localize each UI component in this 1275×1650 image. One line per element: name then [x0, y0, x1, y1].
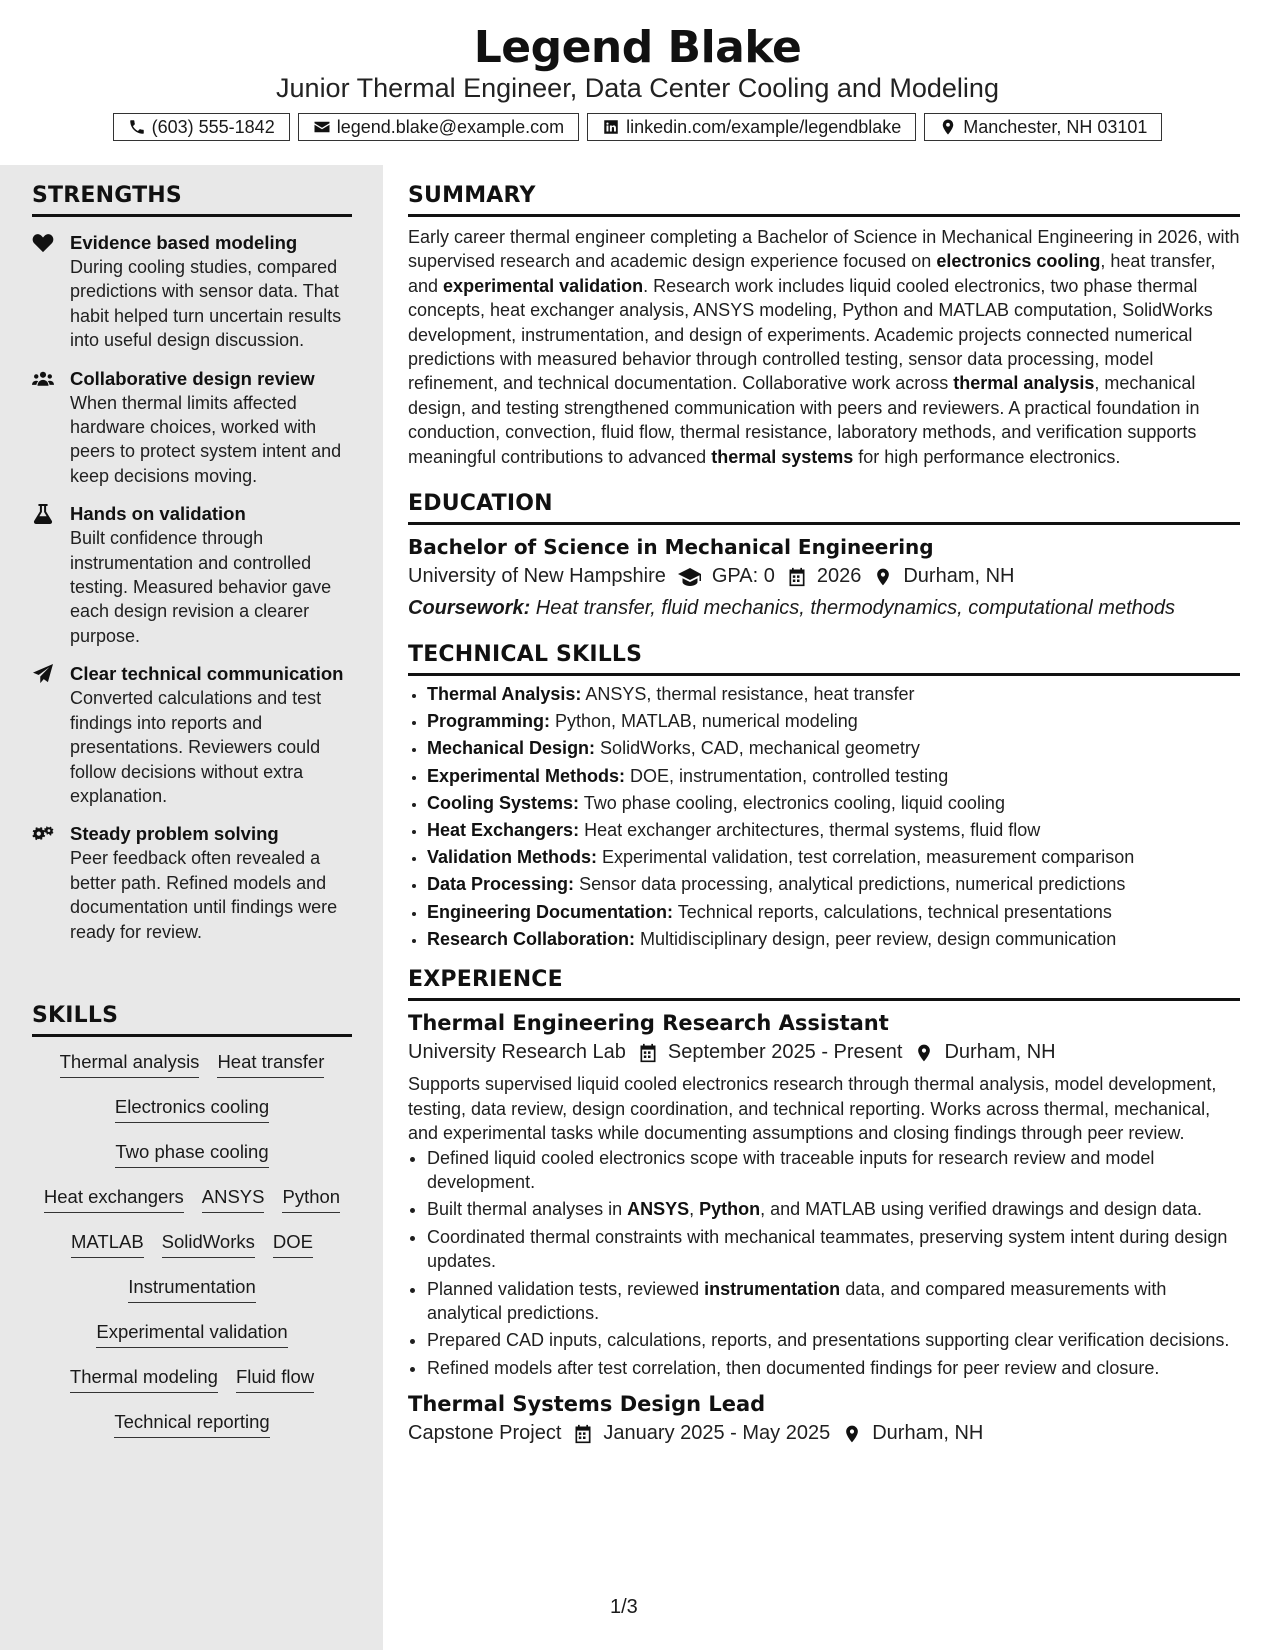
- strengths-heading: STRENGTHS: [32, 183, 352, 217]
- list-item: • Data Processing: Sensor data processing, analytical predictions, numerical predictions: [427, 872, 1240, 896]
- coursework: Coursework: Heat transfer, fluid mechanics, thermodynamics, computational methods: [408, 597, 1175, 620]
- skill-chip: Experimental validation: [96, 1321, 287, 1348]
- sidebar: [0, 165, 383, 1650]
- graduation-cap-icon: [678, 567, 702, 587]
- linkedin-text: linkedin.com/example/legendblake: [626, 116, 902, 137]
- strength-title: Hands on validation: [70, 503, 246, 525]
- skills-section: [32, 1003, 352, 1456]
- list-item: • Experimental Methods: DOE, instrumentation, controlled testing: [427, 764, 1240, 788]
- job-meta: [408, 1422, 1240, 1445]
- calendar-icon: [573, 1424, 593, 1444]
- school-name: University of New Hampshire: [408, 565, 666, 588]
- education-heading: EDUCATION: [408, 491, 1240, 525]
- candidate-title: Junior Thermal Engineer, Data Center Cooling and Modeling: [276, 73, 999, 103]
- education-meta: [408, 565, 1240, 588]
- technical-skills-list: [408, 682, 1240, 951]
- job-org: Capstone Project: [408, 1422, 562, 1445]
- list-item: • Built thermal analyses in ANSYS, Python, and MATLAB using verified drawings and design data.: [427, 1197, 1240, 1221]
- contact-linkedin[interactable]: [587, 113, 916, 141]
- list-item: • Prepared CAD inputs, calculations, reports, and presentations supporting clear verification decisions.: [427, 1328, 1240, 1352]
- job-dates: September 2025 - Present: [667, 1041, 903, 1064]
- skill-chip: Python: [282, 1186, 340, 1213]
- paper-plane-icon: [32, 664, 54, 684]
- job-description: Supports supervised liquid cooled electronics research through thermal analysis, model development, testing, data review, design coordination, and technical reporting. Works across thermal, mechanical, and experimental tasks while documenting assumptions and closing findings through peer review.: [408, 1074, 1217, 1144]
- gpa: GPA: 0: [711, 565, 775, 588]
- skill-chip: Instrumentation: [128, 1276, 256, 1303]
- job-dates: January 2025 - May 2025: [603, 1422, 831, 1445]
- gears-icon: [32, 824, 54, 844]
- map-pin-icon: [873, 567, 893, 587]
- list-item: • Engineering Documentation: Technical reports, calculations, technical presentations: [427, 900, 1240, 924]
- calendar-icon: [787, 567, 807, 587]
- strength-desc: When thermal limits affected hardware choices, worked with peers to protect system intent and keep decisions moving.: [70, 392, 342, 486]
- location-text: Manchester, NH 03101: [963, 116, 1148, 137]
- job-location: Durham, NH: [944, 1041, 1056, 1064]
- strength-desc: Built confidence through instrumentation and controlled testing. Measured behavior gave each design revision a clearer purpose.: [70, 528, 332, 646]
- degree-title: Bachelor of Science in Mechanical Engineering: [408, 535, 934, 560]
- job-title: Thermal Engineering Research Assistant: [408, 1011, 889, 1036]
- contact-email[interactable]: [298, 113, 579, 141]
- list-item: • Coordinated thermal constraints with mechanical teammates, preserving system intent during design updates.: [427, 1225, 1240, 1274]
- skill-chip: Electronics cooling: [115, 1096, 269, 1123]
- map-pin-icon: [939, 118, 957, 136]
- list-item: • Refined models after test correlation, then documented findings for peer review and closure.: [427, 1356, 1240, 1380]
- strength-item: [32, 367, 352, 489]
- strength-desc: During cooling studies, compared predictions with sensor data. That habit helped turn uncertain results into useful design discussion.: [70, 257, 342, 351]
- job-title: Thermal Systems Design Lead: [408, 1392, 766, 1417]
- strength-item: [32, 662, 352, 808]
- skill-chip: Thermal analysis: [60, 1051, 200, 1078]
- strength-title: Collaborative design review: [70, 367, 315, 389]
- job-meta: [408, 1041, 1240, 1064]
- skill-chip: MATLAB: [71, 1231, 144, 1258]
- users-icon: [32, 369, 54, 389]
- strength-item: [32, 502, 352, 648]
- list-item: • Validation Methods: Experimental validation, test correlation, measurement comparison: [427, 845, 1240, 869]
- education-location: Durham, NH: [903, 565, 1015, 588]
- skill-chip: Heat exchangers: [44, 1186, 184, 1213]
- strength-title: Evidence based modeling: [70, 232, 298, 253]
- skill-chip: DOE: [273, 1231, 313, 1258]
- contact-phone[interactable]: [113, 113, 290, 141]
- summary-section: [408, 183, 1240, 469]
- skill-chip: Thermal modeling: [70, 1366, 218, 1393]
- technical-skills-heading: TECHNICAL SKILLS: [408, 642, 1240, 676]
- list-item: • Thermal Analysis: ANSYS, thermal resistance, heat transfer: [427, 682, 1240, 706]
- map-pin-icon: [914, 1043, 934, 1063]
- summary-text: Early career thermal engineer completing a Bachelor of Science in Mechanical Engineering in 2026, with supervised research and academic design experience focused on electronics cooling, heat transfer, and experimental validation. Research work includes liquid cooled electronics, two phase thermal concepts, heat exchanger analysis, ANSYS modeling, Python and MATLAB computation, SolidWorks development, instrumentation, and design of experiments. Academic projects connected numerical predictions with measured behavior through controlled testing, sensor data processing, model refinement, and technical documentation. Collaborative work across thermal analysis, mechanical design, and testing strengthened communication with peers and reviewers. A practical foundation in conduction, convection, fluid flow, thermal resistance, laboratory methods, and verification supports meaningful contributions to advanced thermal systems for high performance electronics.: [408, 227, 1240, 467]
- heart-icon: [32, 233, 54, 253]
- job-org: University Research Lab: [408, 1041, 626, 1064]
- summary-heading: SUMMARY: [408, 183, 1240, 217]
- skills-chips: [32, 1051, 352, 1456]
- job-bullets: [408, 1146, 1240, 1381]
- strength-desc: Converted calculations and test findings into reports and presentations. Reviewers could follow decisions without extra explanation.: [70, 688, 322, 806]
- list-item: • Defined liquid cooled electronics scope with traceable inputs for research review and model development.: [427, 1146, 1240, 1195]
- envelope-icon: [313, 118, 331, 136]
- candidate-name: Legend Blake: [473, 22, 802, 73]
- main-column: [408, 165, 1240, 1445]
- list-item: • Planned validation tests, reviewed instrumentation data, and compared measurements with analytical predictions.: [427, 1277, 1240, 1326]
- contact-bar: [0, 113, 1275, 141]
- list-item: • Mechanical Design: SolidWorks, CAD, mechanical geometry: [427, 736, 1240, 760]
- strength-title: Steady problem solving: [70, 823, 279, 845]
- page-number: 1/3: [610, 1596, 638, 1618]
- list-item: • Research Collaboration: Multidisciplinary design, peer review, design communication: [427, 927, 1240, 951]
- strengths-section: [32, 183, 352, 944]
- resume-header: [0, 0, 1275, 165]
- list-item: • Programming: Python, MATLAB, numerical modeling: [427, 709, 1240, 733]
- strength-desc: Peer feedback often revealed a better path. Refined models and documentation until findings were ready for review.: [70, 848, 338, 942]
- skill-chip: SolidWorks: [162, 1231, 255, 1258]
- list-item: • Heat Exchangers: Heat exchanger architectures, thermal systems, fluid flow: [427, 818, 1240, 842]
- education-section: [408, 491, 1240, 620]
- skill-chip: ANSYS: [202, 1186, 265, 1213]
- contact-location[interactable]: [924, 113, 1162, 141]
- skills-heading: SKILLS: [32, 1003, 352, 1037]
- skill-chip: Fluid flow: [236, 1366, 314, 1393]
- calendar-icon: [638, 1043, 658, 1063]
- map-pin-icon: [842, 1424, 862, 1444]
- graduation-year: 2026: [816, 565, 862, 588]
- flask-icon: [32, 504, 54, 524]
- phone-icon: [128, 118, 146, 136]
- phone-text: (603) 555-1842: [151, 116, 275, 137]
- experience-heading: EXPERIENCE: [408, 967, 1240, 1001]
- email-text: legend.blake@example.com: [336, 116, 565, 137]
- skill-chip: Technical reporting: [114, 1411, 269, 1438]
- strength-title: Clear technical communication: [70, 663, 344, 685]
- experience-section: [408, 967, 1240, 1445]
- list-item: • Cooling Systems: Two phase cooling, electronics cooling, liquid cooling: [427, 791, 1240, 815]
- skill-chip: Two phase cooling: [115, 1141, 268, 1168]
- linkedin-icon: [602, 118, 620, 136]
- strength-item: [32, 822, 352, 944]
- strength-item: [32, 231, 352, 353]
- skill-chip: Heat transfer: [217, 1051, 324, 1078]
- job-location: Durham, NH: [872, 1422, 984, 1445]
- technical-skills-section: [408, 642, 1240, 951]
